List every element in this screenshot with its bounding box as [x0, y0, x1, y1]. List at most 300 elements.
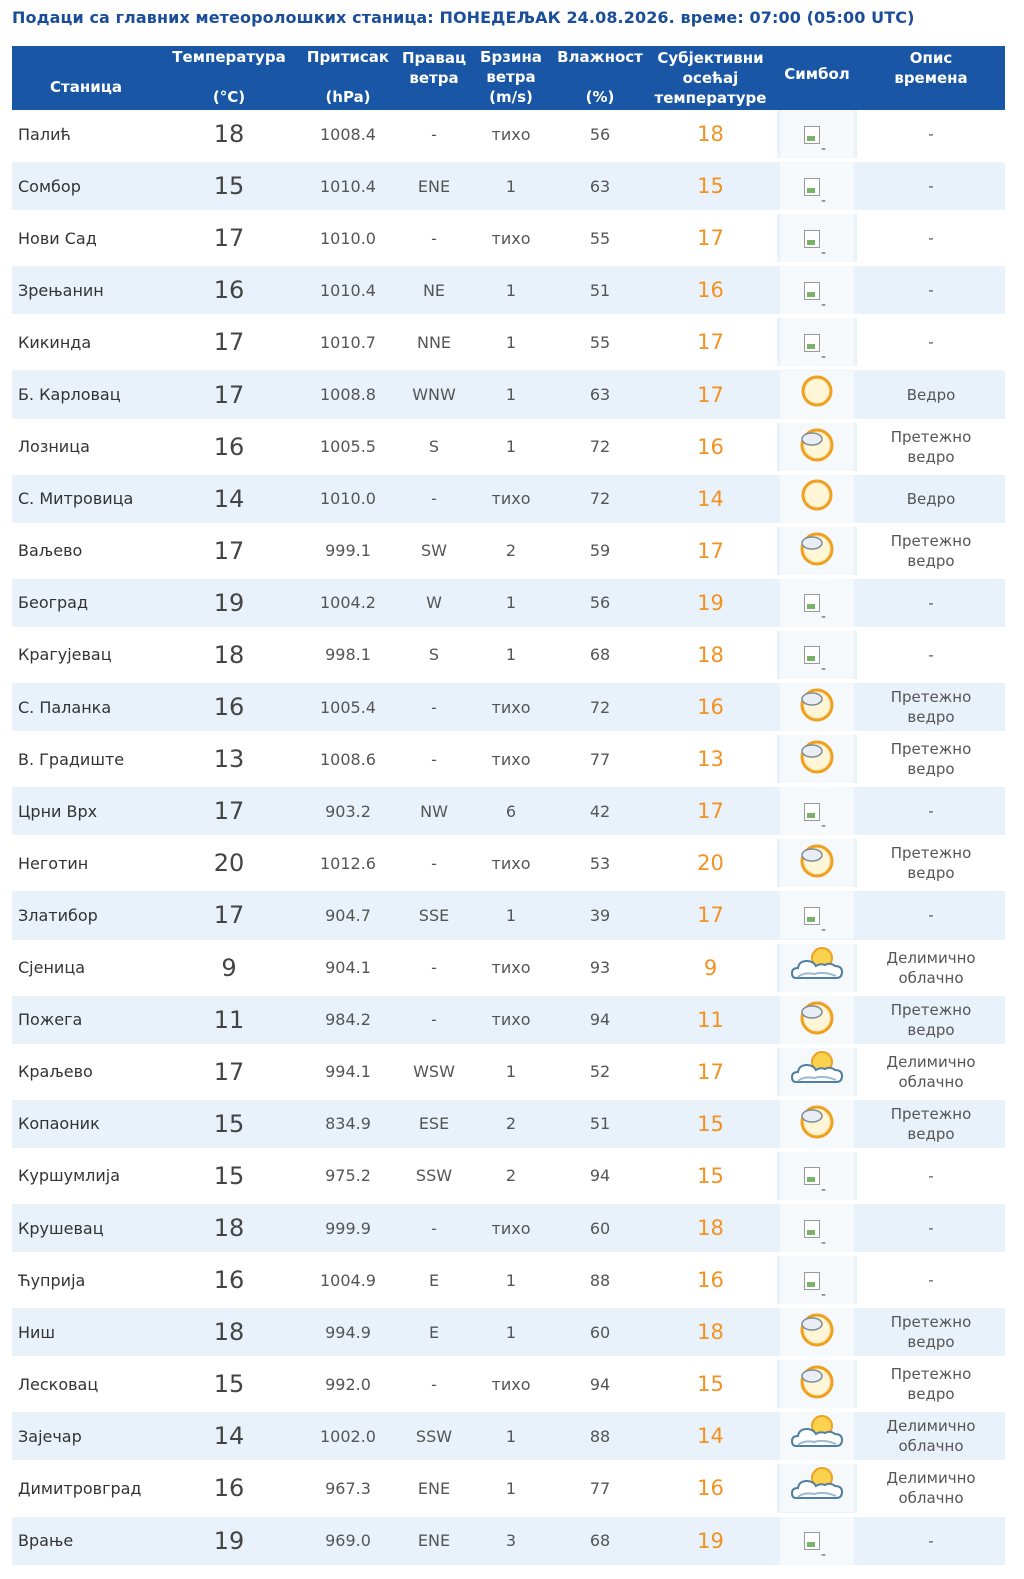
sun-cloud-large-icon: [790, 944, 844, 1003]
temperature-value: 17: [164, 891, 294, 943]
temperature-value: 9: [164, 944, 294, 996]
col-header-temperature-label: Температура: [172, 48, 286, 66]
table-row: [12, 631, 1005, 683]
weather-symbol-box: [780, 475, 854, 523]
wind-speed-value: 1: [466, 1464, 556, 1516]
weather-symbol-cell: [777, 891, 857, 943]
broken-image-alt: -: [821, 609, 827, 626]
humidity-value: 39: [556, 891, 644, 943]
pressure-value: 999.1: [294, 527, 402, 579]
humidity-value: 55: [556, 318, 644, 370]
broken-image-alt: -: [821, 1234, 827, 1251]
humidity-value: 56: [556, 579, 644, 631]
wind-speed-value: 1: [466, 891, 556, 943]
table-row: [12, 1308, 1005, 1360]
weather-description-line-1: -: [928, 906, 934, 925]
wind-speed-value: тихо: [466, 475, 556, 527]
table-row: [12, 1464, 1005, 1516]
pressure-value: 975.2: [294, 1152, 402, 1204]
wind-speed-value: 1: [466, 1412, 556, 1464]
weather-symbol-box: [780, 787, 854, 835]
table-row: [12, 1517, 1005, 1569]
wind-speed-value: 2: [466, 527, 556, 579]
station-name: С. Митровица: [12, 475, 164, 527]
station-name: Крушевац: [12, 1204, 164, 1256]
weather-symbol-cell: [777, 735, 857, 787]
weather-description: [857, 110, 1005, 162]
broken-image-alt: -: [821, 1182, 827, 1199]
temperature-value: 14: [164, 475, 294, 527]
weather-description-line-1: Претежно: [890, 844, 972, 863]
broken-image-alt: -: [821, 921, 827, 938]
station-name: Лозница: [12, 423, 164, 475]
col-header-temperature: [164, 46, 294, 110]
station-name: Куршумлија: [12, 1152, 164, 1204]
weather-symbol-box: [780, 423, 854, 471]
broken-image-alt: -: [821, 661, 827, 678]
feels-like-value: 17: [644, 1048, 777, 1100]
humidity-value: 68: [556, 631, 644, 683]
temperature-value: 17: [164, 527, 294, 579]
weather-description-line-2: ведро: [907, 1385, 955, 1404]
table-row: [12, 1204, 1005, 1256]
wind-speed-value: 1: [466, 1256, 556, 1308]
weather-description-line-1: -: [928, 645, 934, 664]
col-header-wind-speed-unit: (m/s): [489, 88, 533, 106]
weather-description: [857, 996, 1005, 1048]
weather-symbol-box: [780, 891, 854, 939]
weather-description-line-1: -: [928, 1531, 934, 1550]
table-row: [12, 423, 1005, 475]
temperature-value: 15: [164, 162, 294, 214]
humidity-value: 56: [556, 110, 644, 162]
weather-description-line-2: облачно: [898, 1072, 964, 1091]
broken-image-alt: -: [821, 1286, 827, 1303]
weather-description: [857, 423, 1005, 475]
weather-symbol-box: [780, 1048, 854, 1096]
feels-like-value: 16: [644, 266, 777, 318]
col-header-symbol-label: Симбол: [784, 65, 850, 83]
weather-description-line-2: ведро: [907, 864, 955, 883]
temperature-value: 19: [164, 579, 294, 631]
weather-description-line-1: Претежно: [890, 531, 972, 550]
weather-description-line-1: -: [928, 333, 934, 352]
pressure-value: 1008.4: [294, 110, 402, 162]
weather-description: [857, 162, 1005, 214]
broken-image-icon: [804, 1218, 830, 1251]
weather-symbol-cell: [777, 787, 857, 839]
humidity-value: 52: [556, 1048, 644, 1100]
weather-description-line-1: -: [928, 229, 934, 248]
pressure-value: 994.1: [294, 1048, 402, 1100]
sun-icon: [797, 475, 837, 534]
weather-description-line-2: облачно: [898, 1489, 964, 1508]
broken-image-icon: [804, 1530, 830, 1564]
feels-like-value: 17: [644, 318, 777, 370]
weather-symbol-cell: [777, 579, 857, 631]
wind-direction-value: NNE: [402, 318, 466, 370]
feels-like-value: 16: [644, 423, 777, 475]
broken-image-icon: [804, 644, 830, 678]
pressure-value: 1004.2: [294, 579, 402, 631]
weather-description: [857, 527, 1005, 579]
weather-symbol-box: [780, 1464, 854, 1512]
temperature-value: 15: [164, 1360, 294, 1412]
weather-symbol-cell: [777, 214, 857, 266]
table-row: [12, 1360, 1005, 1412]
weather-description: [857, 266, 1005, 318]
weather-symbol-box: [780, 944, 854, 992]
humidity-value: 68: [556, 1517, 644, 1569]
weather-table: [12, 46, 1005, 1569]
feels-like-value: 16: [644, 1464, 777, 1516]
col-header-humidity-label: Влажност: [557, 48, 643, 66]
weather-symbol-cell: [777, 944, 857, 996]
humidity-value: 51: [556, 266, 644, 318]
station-name: Нови Сад: [12, 214, 164, 266]
weather-symbol-box: [780, 1100, 854, 1148]
weather-description-line-1: Ведро: [906, 385, 956, 404]
weather-description: [857, 475, 1005, 527]
col-header-wind-direction: [402, 46, 466, 110]
temperature-value: 15: [164, 1152, 294, 1204]
wind-speed-value: 1: [466, 1308, 556, 1360]
weather-symbol-box: [780, 214, 854, 262]
wind-direction-value: NW: [402, 787, 466, 839]
weather-description: [857, 579, 1005, 631]
weather-description: [857, 1464, 1005, 1516]
weather-symbol-box: [780, 1517, 854, 1565]
weather-description-line-1: Претежно: [890, 740, 972, 759]
temperature-value: 19: [164, 1517, 294, 1569]
weather-symbol-cell: [777, 318, 857, 370]
weather-description: [857, 839, 1005, 891]
humidity-value: 59: [556, 527, 644, 579]
table-row: [12, 1048, 1005, 1100]
weather-description-line-2: ведро: [907, 1333, 955, 1352]
wind-direction-value: -: [402, 214, 466, 266]
col-header-temperature-unit: (°C): [212, 88, 246, 106]
weather-description: [857, 1517, 1005, 1569]
pressure-value: 1010.4: [294, 162, 402, 214]
wind-speed-value: 2: [466, 1100, 556, 1152]
wind-speed-value: 1: [466, 162, 556, 214]
temperature-value: 18: [164, 1204, 294, 1256]
weather-description-line-1: Делимично: [886, 1417, 976, 1436]
temperature-value: 17: [164, 318, 294, 370]
weather-description-line-1: -: [928, 1271, 934, 1290]
station-name: Ваљево: [12, 527, 164, 579]
weather-symbol-box: [780, 1360, 854, 1408]
station-name: Златибор: [12, 891, 164, 943]
weather-symbol-cell: [777, 527, 857, 579]
wind-direction-value: -: [402, 839, 466, 891]
col-header-description-label-1: Опис: [909, 49, 953, 67]
wind-direction-value: -: [402, 683, 466, 735]
table-row: [12, 1256, 1005, 1308]
weather-description-line-1: -: [928, 593, 934, 612]
pressure-value: 1008.8: [294, 370, 402, 422]
feels-like-value: 17: [644, 370, 777, 422]
sun-cloud-large-icon: [790, 1048, 844, 1107]
col-header-pressure: [294, 46, 402, 110]
weather-description-line-1: -: [928, 802, 934, 821]
weather-description-line-1: Делимично: [886, 1469, 976, 1488]
feels-like-value: 17: [644, 527, 777, 579]
weather-description-line-2: ведро: [907, 1124, 955, 1143]
feels-like-value: 15: [644, 1100, 777, 1152]
weather-symbol-cell: [777, 996, 857, 1048]
pressure-value: 992.0: [294, 1360, 402, 1412]
sun-cloud-large-icon: [790, 1412, 844, 1471]
humidity-value: 63: [556, 162, 644, 214]
wind-direction-value: SSE: [402, 891, 466, 943]
table-row: [12, 996, 1005, 1048]
wind-speed-value: тихо: [466, 996, 556, 1048]
humidity-value: 60: [556, 1308, 644, 1360]
temperature-value: 20: [164, 839, 294, 891]
weather-symbol-box: [780, 1256, 854, 1304]
weather-description-line-1: -: [928, 177, 934, 196]
temperature-value: 15: [164, 1100, 294, 1152]
station-name: Ниш: [12, 1308, 164, 1360]
pressure-value: 984.2: [294, 996, 402, 1048]
temperature-value: 17: [164, 1048, 294, 1100]
weather-symbol-box: [780, 996, 854, 1044]
wind-direction-value: E: [402, 1256, 466, 1308]
station-name: В. Градиште: [12, 735, 164, 787]
table-row: [12, 735, 1005, 787]
humidity-value: 94: [556, 1152, 644, 1204]
weather-symbol-box: [780, 318, 854, 366]
weather-description-line-1: Делимично: [886, 948, 976, 967]
col-header-wind-speed-label-1: Брзина: [480, 48, 542, 66]
weather-symbol-cell: [777, 1360, 857, 1412]
temperature-value: 16: [164, 1464, 294, 1516]
weather-description: [857, 1308, 1005, 1360]
wind-speed-value: тихо: [466, 839, 556, 891]
wind-speed-value: 1: [466, 631, 556, 683]
wind-speed-value: 1: [466, 370, 556, 422]
humidity-value: 51: [556, 1100, 644, 1152]
weather-symbol-box: [780, 1152, 854, 1200]
weather-symbol-cell: [777, 370, 857, 422]
feels-like-value: 18: [644, 631, 777, 683]
broken-image-alt: -: [821, 348, 827, 365]
wind-direction-value: -: [402, 1204, 466, 1256]
temperature-value: 16: [164, 1256, 294, 1308]
feels-like-value: 11: [644, 996, 777, 1048]
broken-image-icon: [804, 801, 830, 834]
col-header-humidity: [556, 46, 644, 110]
pressure-value: 1002.0: [294, 1412, 402, 1464]
station-name: Врање: [12, 1517, 164, 1569]
feels-like-value: 15: [644, 1152, 777, 1204]
wind-direction-value: ENE: [402, 1517, 466, 1569]
weather-symbol-box: [780, 839, 854, 887]
station-name: Копаоник: [12, 1100, 164, 1152]
humidity-value: 93: [556, 944, 644, 996]
station-name: Лесковац: [12, 1360, 164, 1412]
temperature-value: 18: [164, 631, 294, 683]
humidity-value: 63: [556, 370, 644, 422]
wind-direction-value: S: [402, 423, 466, 475]
humidity-value: 77: [556, 735, 644, 787]
weather-description-line-1: -: [928, 1166, 934, 1185]
wind-speed-value: 6: [466, 787, 556, 839]
humidity-value: 72: [556, 475, 644, 527]
wind-direction-value: E: [402, 1308, 466, 1360]
broken-image-icon: [804, 332, 830, 365]
weather-description-line-1: Претежно: [890, 427, 972, 446]
feels-like-value: 15: [644, 162, 777, 214]
table-row: [12, 787, 1005, 839]
broken-image-icon: [804, 1270, 830, 1303]
humidity-value: 53: [556, 839, 644, 891]
wind-direction-value: -: [402, 735, 466, 787]
weather-symbol-box: [780, 683, 854, 731]
weather-symbol-box: [780, 735, 854, 783]
weather-description-line-2: ведро: [907, 447, 955, 466]
temperature-value: 18: [164, 1308, 294, 1360]
wind-speed-value: тихо: [466, 683, 556, 735]
wind-speed-value: 1: [466, 579, 556, 631]
table-row: [12, 318, 1005, 370]
col-header-pressure-unit: (hPa): [325, 88, 371, 106]
weather-symbol-cell: [777, 423, 857, 475]
feels-like-value: 18: [644, 1204, 777, 1256]
humidity-value: 94: [556, 996, 644, 1048]
wind-direction-value: -: [402, 996, 466, 1048]
humidity-value: 94: [556, 1360, 644, 1412]
feels-like-value: 17: [644, 787, 777, 839]
col-header-station-label: Станица: [50, 78, 122, 96]
weather-description-line-1: Делимично: [886, 1052, 976, 1071]
feels-like-value: 20: [644, 839, 777, 891]
temperature-value: 17: [164, 370, 294, 422]
table-row: [12, 944, 1005, 996]
wind-speed-value: тихо: [466, 110, 556, 162]
temperature-value: 17: [164, 214, 294, 266]
weather-description-line-2: ведро: [907, 551, 955, 570]
weather-description-line-2: ведро: [907, 708, 955, 727]
humidity-value: 88: [556, 1412, 644, 1464]
feels-like-value: 19: [644, 1517, 777, 1569]
pressure-value: 1010.0: [294, 214, 402, 266]
weather-symbol-box: [780, 110, 854, 158]
weather-description: [857, 1204, 1005, 1256]
broken-image-icon: [804, 280, 830, 313]
weather-symbol-box: [780, 266, 854, 314]
col-header-pressure-label: Притисак: [306, 48, 390, 66]
wind-direction-value: SSW: [402, 1412, 466, 1464]
weather-symbol-cell: [777, 1204, 857, 1256]
table-header-row: [12, 46, 1005, 110]
weather-symbol-box: [780, 1308, 854, 1356]
wind-direction-value: ENE: [402, 162, 466, 214]
pressure-value: 904.1: [294, 944, 402, 996]
weather-symbol-box: [780, 371, 854, 419]
broken-image-icon: [804, 176, 830, 209]
weather-symbol-box: [780, 1204, 854, 1252]
weather-symbol-cell: [777, 1048, 857, 1100]
broken-image-alt: -: [821, 296, 827, 313]
station-name: Крагујевац: [12, 631, 164, 683]
broken-image-alt: -: [821, 140, 827, 157]
feels-like-value: 16: [644, 1256, 777, 1308]
weather-description: [857, 1048, 1005, 1100]
temperature-value: 16: [164, 683, 294, 735]
feels-like-value: 13: [644, 735, 777, 787]
wind-direction-value: WNW: [402, 370, 466, 422]
broken-image-alt: -: [821, 1547, 827, 1564]
wind-speed-value: 1: [466, 423, 556, 475]
wind-direction-value: WSW: [402, 1048, 466, 1100]
table-row: [12, 475, 1005, 527]
table-row: [12, 110, 1005, 162]
humidity-value: 88: [556, 1256, 644, 1308]
broken-image-icon: [804, 1165, 830, 1199]
col-header-humidity-unit: (%): [585, 88, 615, 106]
feels-like-value: 14: [644, 1412, 777, 1464]
weather-symbol-cell: [777, 1308, 857, 1360]
feels-like-value: 9: [644, 944, 777, 996]
broken-image-icon: [804, 905, 830, 938]
weather-symbol-cell: [777, 683, 857, 735]
wind-direction-value: S: [402, 631, 466, 683]
weather-symbol-cell: [777, 266, 857, 318]
weather-symbol-cell: [777, 162, 857, 214]
weather-symbol-cell: [777, 1256, 857, 1308]
weather-description: [857, 1412, 1005, 1464]
broken-image-icon: [804, 592, 830, 626]
col-header-feels-like-label-3: температуре: [654, 89, 767, 107]
wind-speed-value: тихо: [466, 944, 556, 996]
pressure-value: 1010.0: [294, 475, 402, 527]
weather-description-line-1: Претежно: [890, 1104, 972, 1123]
station-name: Ћуприја: [12, 1256, 164, 1308]
feels-like-value: 15: [644, 1360, 777, 1412]
feels-like-value: 17: [644, 214, 777, 266]
weather-description: [857, 1100, 1005, 1152]
wind-direction-value: W: [402, 579, 466, 631]
weather-symbol-box: [780, 631, 854, 679]
humidity-value: 77: [556, 1464, 644, 1516]
wind-speed-value: 1: [466, 266, 556, 318]
weather-symbol-cell: [777, 1412, 857, 1464]
wind-direction-value: -: [402, 1360, 466, 1412]
pressure-value: 1010.7: [294, 318, 402, 370]
weather-description: [857, 1152, 1005, 1204]
weather-description: [857, 683, 1005, 735]
humidity-value: 42: [556, 787, 644, 839]
wind-speed-value: тихо: [466, 1204, 556, 1256]
humidity-value: 60: [556, 1204, 644, 1256]
table-row: [12, 579, 1005, 631]
weather-description: [857, 1360, 1005, 1412]
station-name: Београд: [12, 579, 164, 631]
weather-description: [857, 631, 1005, 683]
station-name: Пожега: [12, 996, 164, 1048]
broken-image-icon: [804, 228, 830, 261]
table-row: [12, 214, 1005, 266]
pressure-value: 967.3: [294, 1464, 402, 1516]
weather-description-line-2: ведро: [907, 760, 955, 779]
pressure-value: 999.9: [294, 1204, 402, 1256]
col-header-feels-like-label-1: Субјективни: [657, 49, 764, 67]
wind-speed-value: 1: [466, 318, 556, 370]
station-name: Неготин: [12, 839, 164, 891]
